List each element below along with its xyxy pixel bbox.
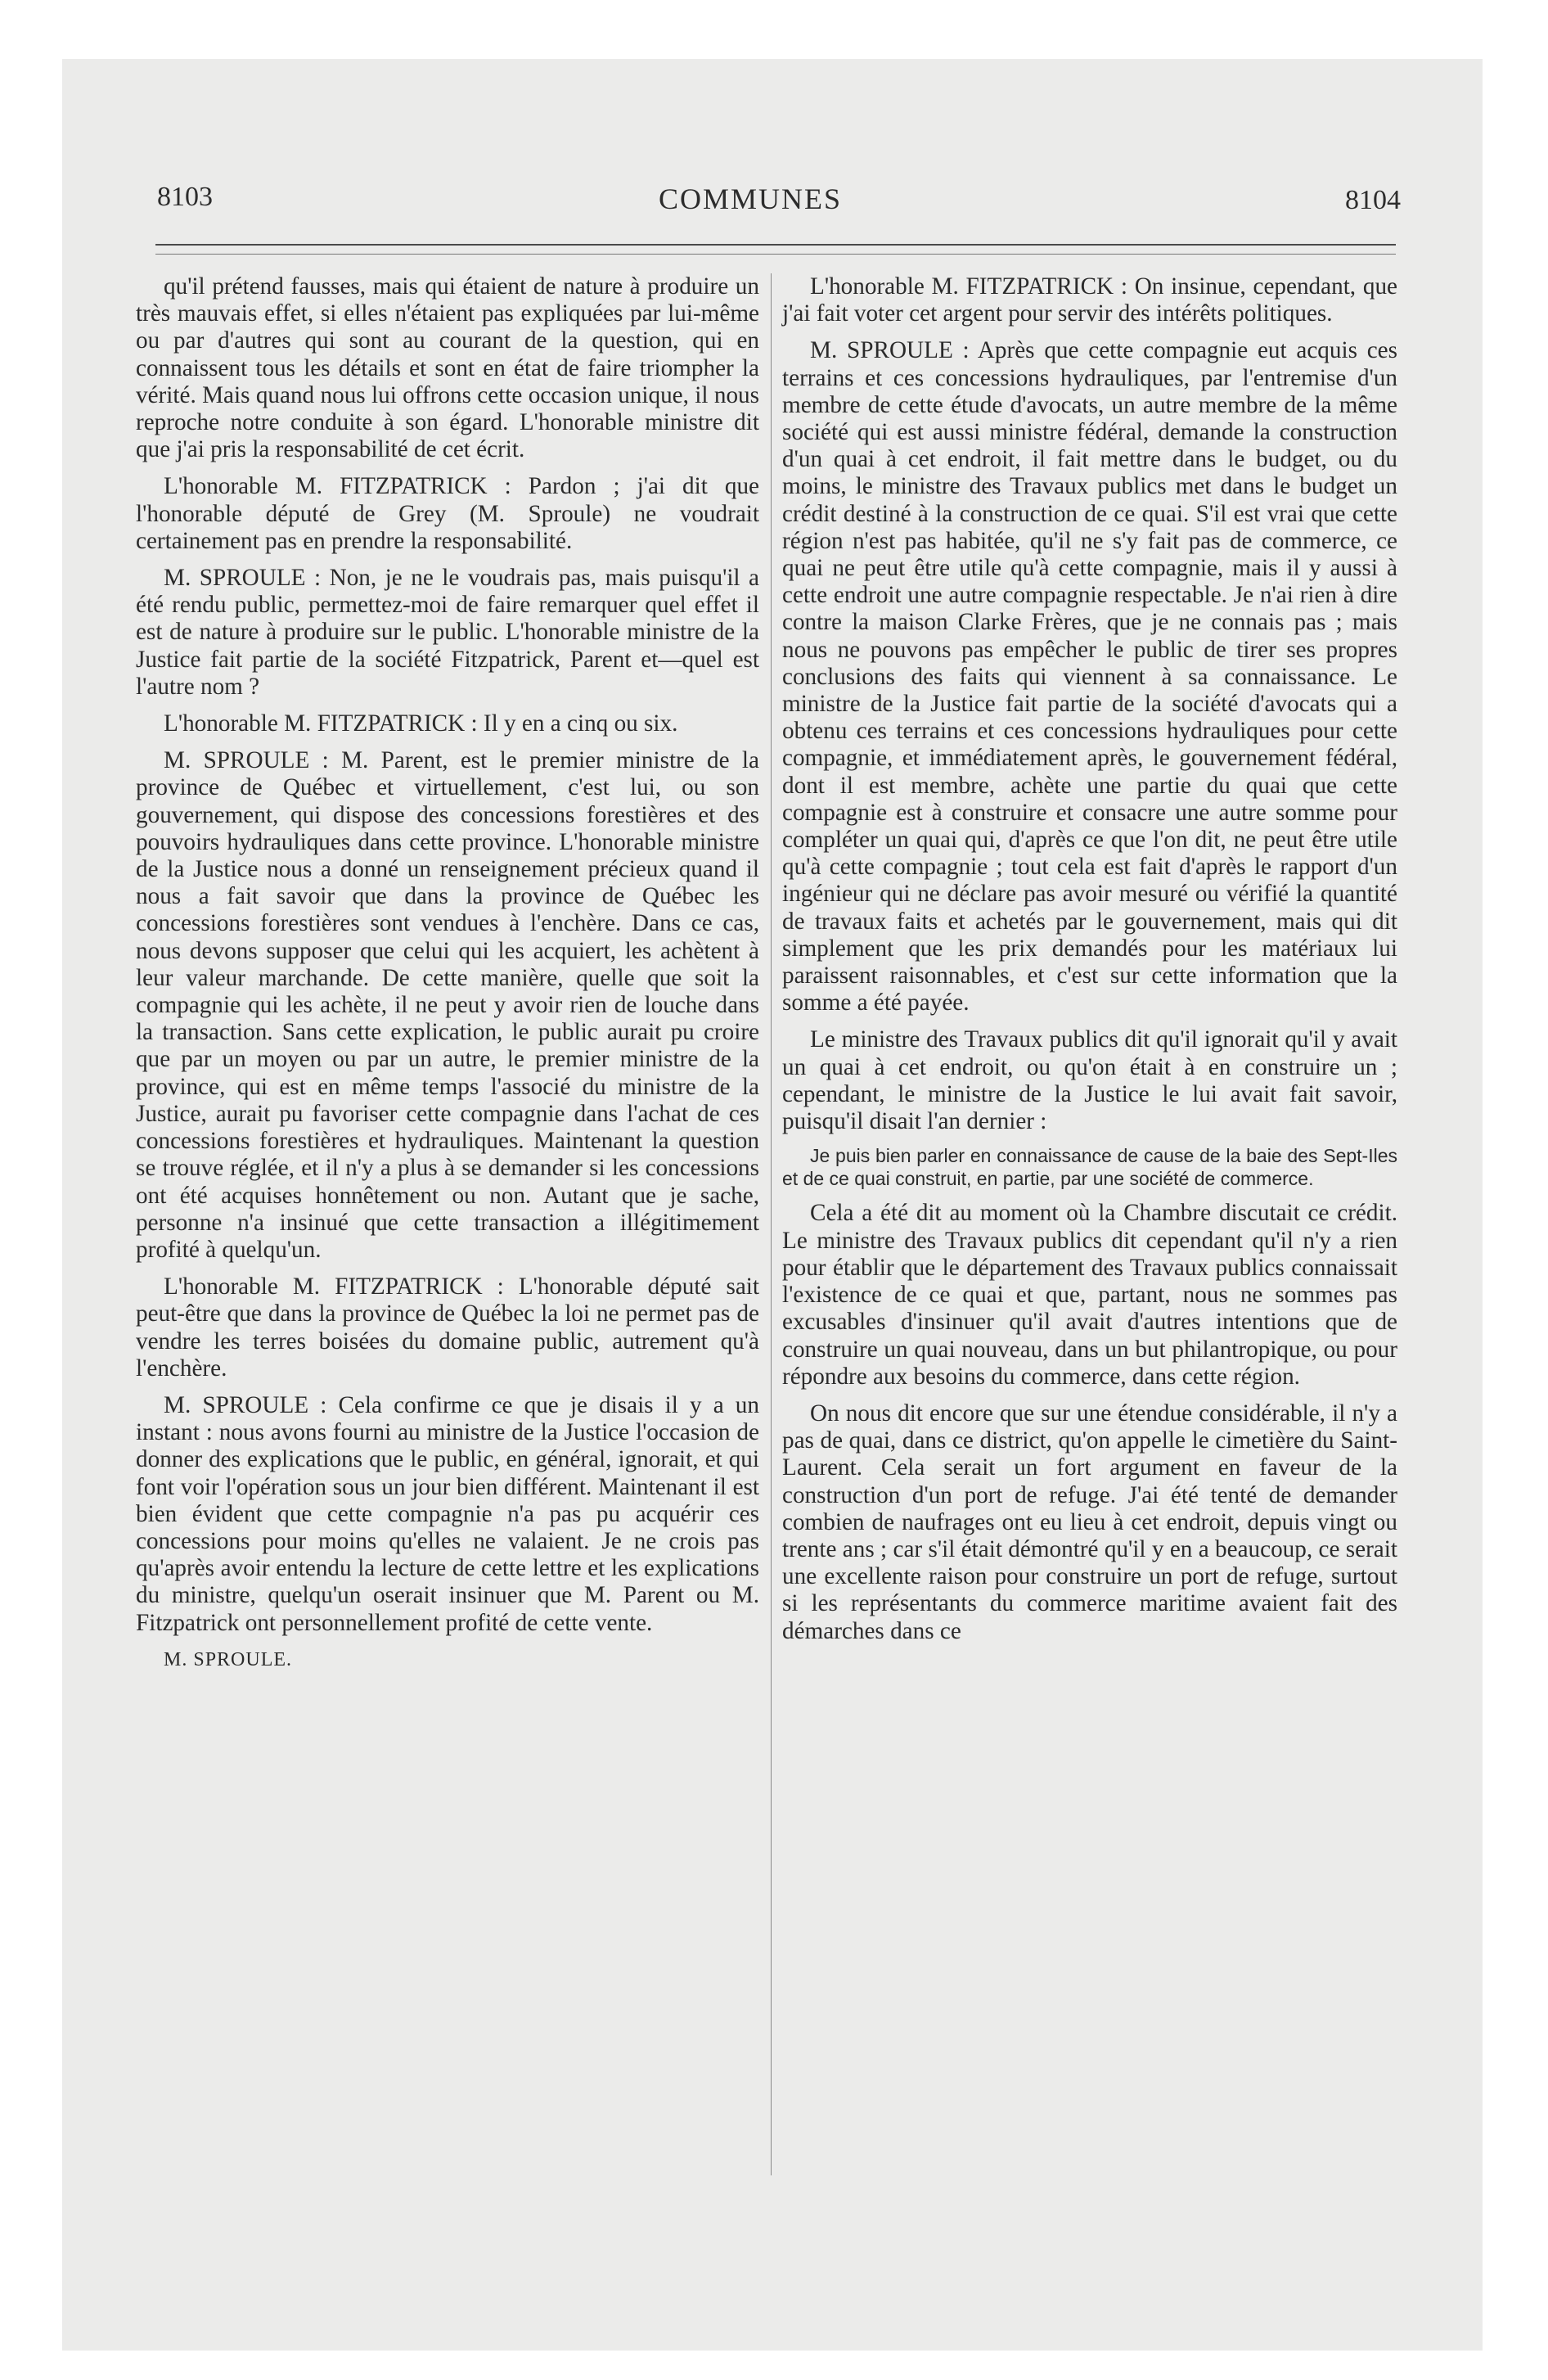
paragraph: M. SPROULE : Après que cette compagnie eut acquis ces terrains et ces concessions hydrauliques, par l'entremise d'un membre de cette étude d'avocats, un autre membre de la même société qui est aussi ministre fédéral, demande la construction d'un quai à cet endroit, il fait mettre dans le budget, ou du moins, le ministre des Travaux publics met dans le budget un crédit destiné à la construction de ce quai. S'il est vrai que cette région n'est pas habitée, qu'il ne s'y fait pas de commerce, ce quai ne peut être utile qu'à cette compagnie, mais il y aussi à cette endroit une autre compagnie respectable. Je n'ai rien à dire contre la maison Clarke Frères, que je ne connais pas ; mais nous ne pouvons pas empêcher le public de tirer ses propres conclusions des faits qui viennent à sa connaissance. Le ministre de la Justice fait partie de la société d'avocats qui a obtenu ces terrains et ces concessions hydrauliques pour cette compagnie, et immédiatement après, le gouvernement fédéral, dont il est membre, achète une partie du quai que cette compagnie est à construire et consacre une autre somme pour compléter un quai qui, d'après ce que l'on dit, ne peut être utile qu'à cette compagnie ; tout cela est fait d'après le rapport d'un ingénieur qui ne déclare pas avoir mesuré ou vérifié la quantité de travaux faits et achetés par le gouvernement, mais qui dit simplement que les prix demandés pour les matériaux lui paraissent raisonnables, et c'est sur cette information que la somme a été payée.: [782, 337, 1397, 1016]
paragraph: Le ministre des Travaux publics dit qu'il ignorait qu'il y avait un quai à cet endroit, ou qu'on était à en construire un ; cependant, le ministre de la Justice le lui avait fait savoir, puisqu'il disait l'an dernier :: [782, 1026, 1397, 1135]
paragraph: L'honorable M. FITZPATRICK : L'honorable député sait peut-être que dans la province de Québec la loi ne permet pas de vendre les terres boisées du domaine public, autrement qu'à l'enchère.: [136, 1273, 759, 1382]
paragraph: On nous dit encore que sur une étendue considérable, il n'y a pas de quai, dans ce district, qu'on appelle le cimetière du Saint-Laurent. Cela serait un fort argument en faveur de la construction d'un port de refuge. J'ai été tenté de demander combien de naufrages ont eu lieu à cet endroit, depuis vingt ou trente ans ; car s'il était démontré qu'il y en a beaucoup, ce serait une excellente raison pour construire un port de refuge, surtout si les représentants du commerce maritime avaient fait des démarches dans ce: [782, 1400, 1397, 1644]
speaker-signature: M. SPROULE.: [164, 1648, 293, 1670]
paragraph: Cela a été dit au moment où la Chambre discutait ce crédit. Le ministre des Travaux publics dit cependant qu'il n'y a rien pour établir que le département des Travaux publics connaissait l'existence de ce quai et que, partant, nous ne sommes pas excusables d'insinuer qu'il avait d'autres intentions que de construire un quai nouveau, dans un but philantropique, ou pour répondre aux besoins du commerce, dans cette région.: [782, 1200, 1397, 1390]
paragraph: L'honorable M. FITZPATRICK : On insinue, cependant, que j'ai fait voter cet argent pour servir des intérêts politiques.: [782, 273, 1397, 327]
paragraph: M. SPROULE : Cela confirme ce que je disais il y a un instant : nous avons fourni au ministre de la Justice l'occasion de donner des explications que le public, en général, ignorait, et qui font voir l'opération sous un jour bien différent. Maintenant il est bien évident que cette compagnie n'a pas pu acquérir ces concessions pour moins qu'elles ne valaient. Je ne crois pas qu'après avoir entendu la lecture de cette lettre et les explications du ministre, quelqu'un oserait insinuer que M. Parent ou M. Fitzpatrick ont personnellement profité de cette vente.: [136, 1391, 759, 1636]
page-header: [100, 174, 1401, 231]
paragraph: L'honorable M. FITZPATRICK : Pardon ; j'ai dit que l'honorable député de Grey (M. Sproule) ne voudrait certainement pas en prendre la responsabilité.: [136, 473, 759, 554]
paragraph: M. SPROULE : Non, je ne le voudrais pas, mais puisqu'il a été rendu public, permettez-moi de faire remarquer quel effet il est de nature à produire sur le public. L'honorable ministre de la Justice fait partie de la société Fitzpatrick, Parent et—quel est l'autre nom ?: [136, 565, 759, 700]
paragraph: qu'il prétend fausses, mais qui étaient de nature à produire un très mauvais effet, si elles n'étaient pas expliquées par lui-même ou par d'autres qui sont au courant de la question, qui en connaissent tous les détails et sont en état de faire triompher la vérité. Mais quand nous lui offrons cette occasion unique, il nous reproche notre conduite à son égard. L'honorable ministre dit que j'ai pris la responsabilité de cet écrit.: [136, 273, 759, 463]
page-number-left: 8103: [157, 182, 213, 212]
page-number-right: 8104: [1345, 185, 1401, 215]
header-rule-thin: [155, 254, 1396, 255]
right-column: [782, 273, 1397, 1655]
paragraph: M. SPROULE : M. Parent, est le premier ministre de la province de Québec et virtuellement, c'est lui, ou son gouvernement, qui dispose des concessions forestières et des pouvoirs hydrauliques dans cette province. L'honorable ministre de la Justice nous a donné un renseignement précieux quand il nous a fait savoir que dans la province de Québec les concessions forestières sont vendues à l'enchère. Dans ce cas, nous devons supposer que celui qui les acquiert, les achètent à leur valeur marchande. De cette manière, quelle que soit la compagnie qui les achète, il ne peut y avoir rien de louche dans la transaction. Sans cette explication, le public aurait pu croire que par un moyen ou par un autre, le premier ministre de la province, qui est en même temps l'associé du ministre de la Justice, aurait pu favoriser cette compagnie dans l'achat de ces concessions forestières et hydrauliques. Maintenant la question se trouve réglée, et il n'y a plus à se demander si les concessions ont été acquises honnêtement ou non. Autant que je sache, personne n'a insinué que cette transaction a illégitimement profité à quelqu'un.: [136, 747, 759, 1263]
block-quote: Je puis bien parler en connaissance de cause de la baie des Sept-Iles et de ce quai construit, en partie, par une société de commerce.: [782, 1145, 1397, 1189]
column-divider: [771, 273, 772, 2175]
left-column: [136, 273, 759, 1684]
page-title: COMMUNES: [658, 183, 843, 215]
paragraph: L'honorable M. FITZPATRICK : Il y en a cinq ou six.: [164, 710, 678, 737]
header-rule: [155, 244, 1396, 246]
